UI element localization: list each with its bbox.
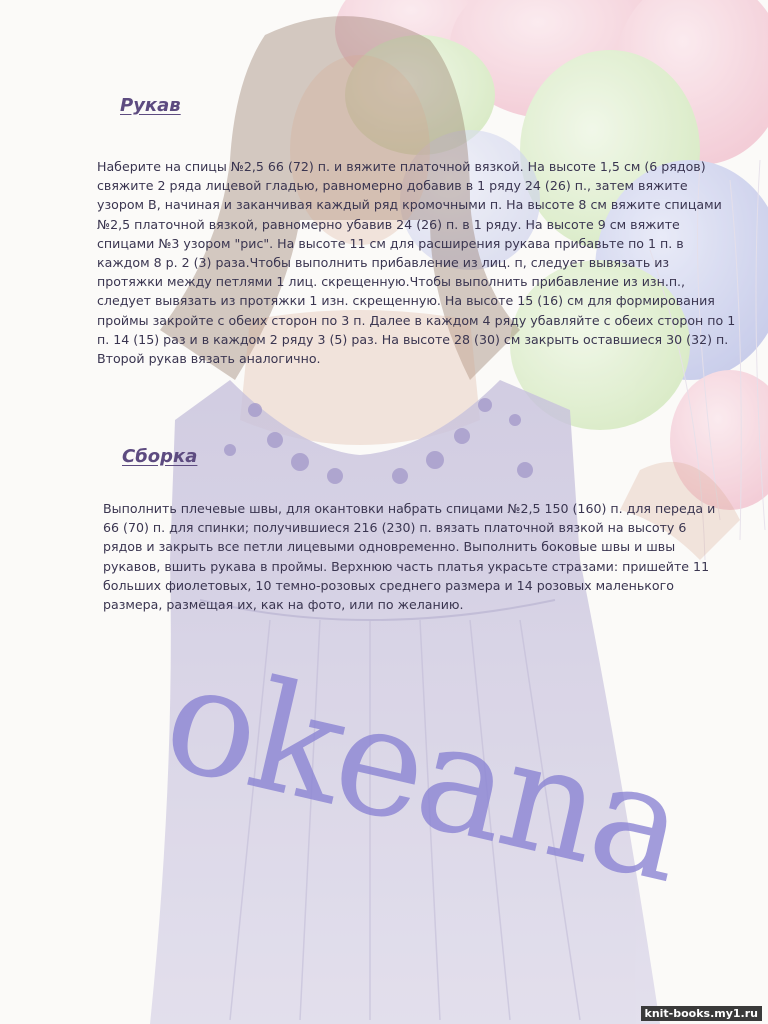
section-text-assembly: Выполнить плечевые швы, для окантовки набрать спицами №2,5 150 (160) п. для переда и 66 (70) п. для спинки; получившиеся 216 (230) п. вязать платочной вязкой на высоту 6 рядов и закрыть все петли лицевыми одновременно. Выполнить боковые швы и швы рукавов, вшить рукава в проймы. Верхнюю часть платья украсьте стразами: пришейте 11 больших фиолетовых, 10 темно-розовых среднего размера и 14 розовых маленького размера, размещая их, как на фото, или по желанию.: [103, 501, 716, 613]
section-heading-assembly: Сборка: [122, 446, 198, 467]
site-url-label: knit-books.my1.ru: [641, 1006, 763, 1021]
section-heading-sleeve: Рукав: [120, 95, 181, 116]
watermark: okeana: [150, 629, 698, 917]
section-text-sleeve: Наберите на спицы №2,5 66 (72) п. и вяжите платочной вязкой. На высоте 1,5 см (6 рядов) свяжите 2 ряда лицевой гладью, равномерно добавив в 1 ряду 24 (26) п., затем вяжите узором B, начиная и заканчивая каждый ряд кромочными п. На высоте 8 см вяжите спицами №2,5 платочной вязкой, равномерно убавив 24 (26) п. в 1 ряду. На высоте 9 см вяжите спицами №3 узором "рис". На высоте 11 см для расширения рукава прибавьте по 1 п. в каждом 8 р. 2 (3) раза.Чтобы выполнить прибавление из лиц. п, следует вывязать из протяжки между петлями 1 лиц. скрещенную.Чтобы выполнить прибавление из изн.п., следует вывязать из протяжки 1 изн. скрещенную. На высоте 15 (16) см для формирования проймы закройте с обеих сторон по 3 п. Далее в каждом 4 ряду убавляйте с обеих сторон по 1 п. 14 (15) раз и в каждом 2 ряду 3 (5) раз. На высоте 28 (30) см закрыть оставшиеся 30 (32) п. Второй рукав вязать аналогично.: [97, 159, 736, 367]
